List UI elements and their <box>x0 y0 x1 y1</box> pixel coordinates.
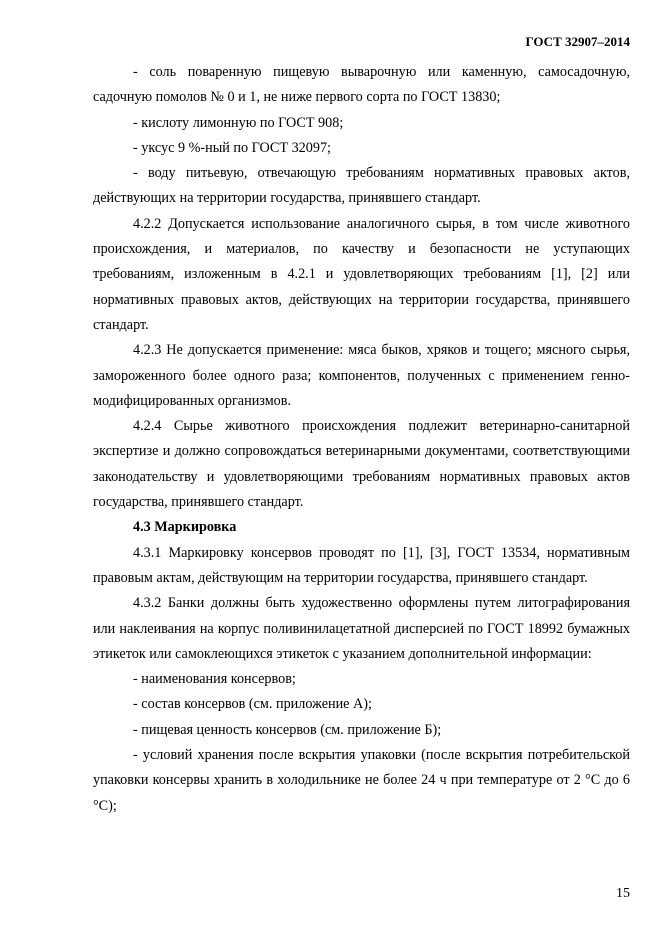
paragraph-4-2-4: 4.2.4 Сырье животного происхождения подлежит ветеринарно-санитарной экспертизе и должно сопровождаться ветеринарными документами, соответствующими законодательству и удовлетворяющими требованиям нормативных правовых актов государства, принявшего стандарт. <box>93 418 630 511</box>
list-item-vinegar: - уксус 9 %-ный по ГОСТ 32097; <box>133 139 331 156</box>
page-body <box>93 60 630 819</box>
list-item-composition: - состав консервов (см. приложение А); <box>133 696 372 713</box>
page-number: 15 <box>616 886 630 901</box>
paragraph-4-3-1: 4.3.1 Маркировку консервов проводят по [1], [3], ГОСТ 13534, нормативным правовым актам, действующим на территории государства, принявшего стандарт. <box>93 544 630 586</box>
list-item-nutrition: - пищевая ценность консервов (см. приложение Б); <box>133 721 442 738</box>
list-item-salt: - соль поваренную пищевую выварочную или каменную, самосадочную, садочную помолов № 0 и 1, не ниже первого сорта по ГОСТ 13830; <box>93 64 630 106</box>
list-item-citric-acid: - кислоту лимонную по ГОСТ 908; <box>133 114 344 131</box>
paragraph-4-3-2: 4.3.2 Банки должны быть художественно оформлены путем литографирования или наклеивания на корпус поливинилацетатной дисперсией по ГОСТ 18992 бумажных этикеток или самоклеющихся этикеток с указанием дополнительной информации: <box>93 595 630 662</box>
paragraph-4-2-3: 4.2.3 Не допускается применение: мяса быков, хряков и тощего; мясного сырья, замороженного более одного раза; компонентов, полученных с применением генно-модифицированных организмов. <box>93 342 630 409</box>
section-heading-marking: 4.3 Маркировка <box>133 519 237 536</box>
list-item-storage-conditions: - условий хранения после вскрытия упаковки (после вскрытия потребительской упаковки консервы хранить в холодильнике не более 24 ч при температуре от 2 °С до 6 °С); <box>93 747 630 814</box>
list-item-product-name: - наименования консервов; <box>133 671 296 688</box>
standard-header: ГОСТ 32907–2014 <box>525 34 630 49</box>
paragraph-4-2-2: 4.2.2 Допускается использование аналогичного сырья, в том числе животного происхождения, и материалов, по качеству и безопасности не уступающих требованиям, изложенным в 4.2.1 и удовлетворяющих требованиям [1], [2] или нормативных правовых актов, действующих на территории государства, принявшего стандарт. <box>93 215 630 333</box>
list-item-drinking-water: - воду питьевую, отвечающую требованиям нормативных правовых актов, действующих на территории государства, принявшего стандарт. <box>93 165 630 207</box>
